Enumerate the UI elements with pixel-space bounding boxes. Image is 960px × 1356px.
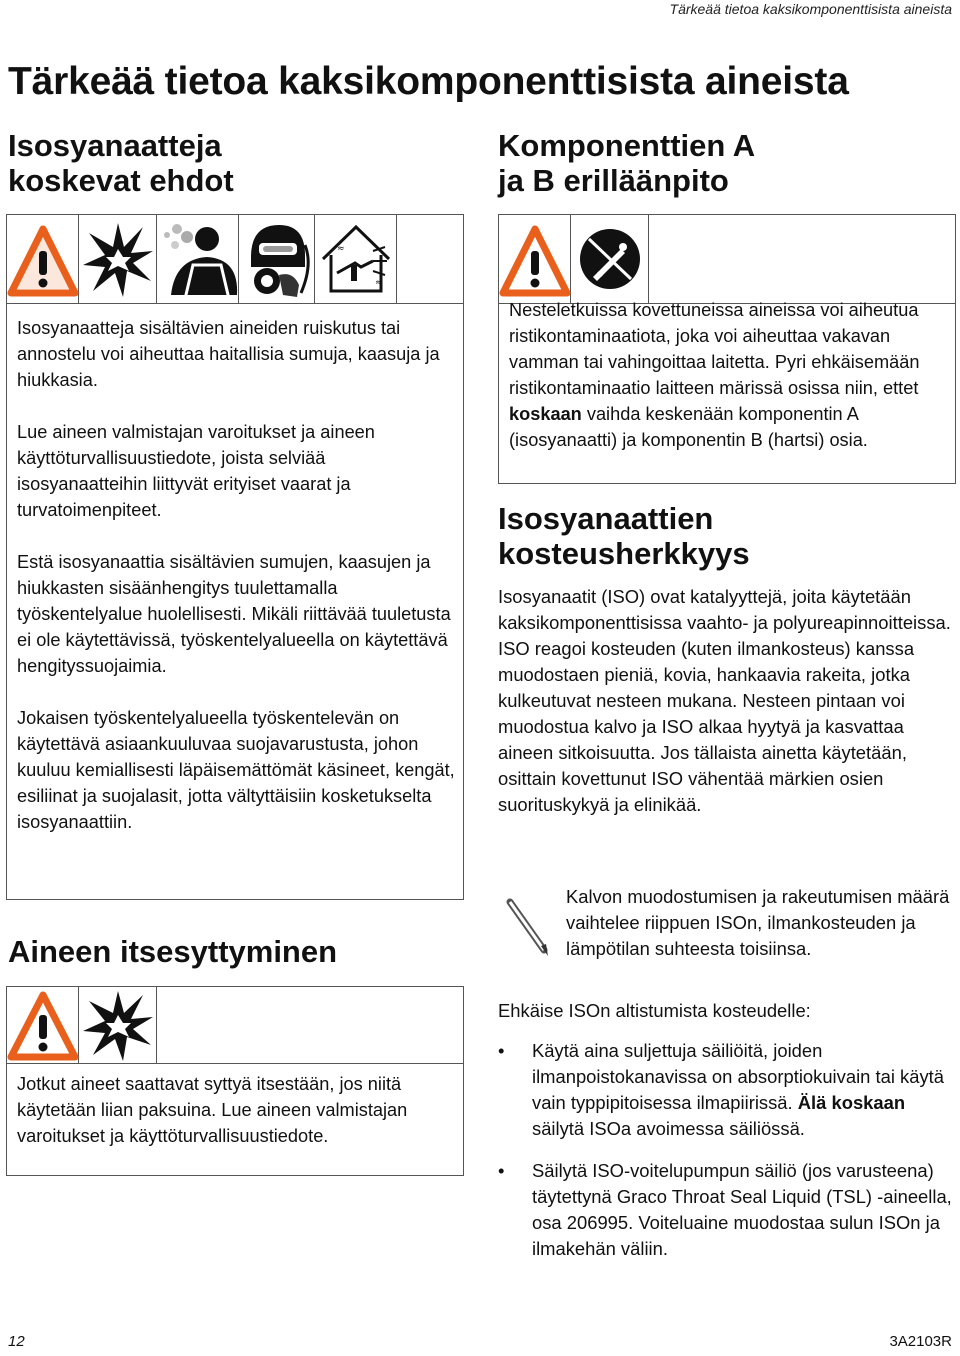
iso-conditions-heading bbox=[8, 128, 234, 198]
iso-paragraph-1: Isosyanaatteja sisältävien aineiden ruiskutus tai annostelu voi aiheuttaa haitallisia sumuja, kaasuja ja hiukkasia. bbox=[17, 318, 440, 390]
iso-warning-box bbox=[6, 214, 464, 900]
ignition-icon-row bbox=[7, 987, 463, 1064]
no-cross-contamination-icon bbox=[571, 215, 649, 303]
ignition-warning-box bbox=[6, 986, 464, 1176]
separation-icon-row bbox=[499, 215, 955, 304]
page-title: Tärkeää tietoa kaksikomponenttisista aineista bbox=[8, 60, 849, 103]
note-text: Kalvon muodostumisen ja rakeutumisen määrä vaihtelee riippuen ISOn, ilmankosteuden ja lämpötilan suhteesta toisiinsa. bbox=[566, 886, 950, 959]
respirator-mask-icon bbox=[239, 215, 315, 303]
running-header: Tärkeää tietoa kaksikomponenttisista aineista bbox=[669, 1, 952, 17]
list-item bbox=[498, 1038, 954, 1142]
bullet1-text-b: säilytä ISOa avoimessa säiliössä. bbox=[532, 1118, 805, 1139]
page-number: 12 bbox=[8, 1333, 25, 1350]
warning-icon bbox=[7, 215, 79, 303]
list-item bbox=[498, 1158, 954, 1262]
note-block bbox=[566, 884, 958, 962]
separation-text-bold: koskaan bbox=[509, 404, 582, 424]
prevent-intro: Ehkäise ISOn altistumista kosteudelle: bbox=[498, 1000, 811, 1021]
ignition-paragraph: Jotkut aineet saattavat syttyä itsestään, jos niitä käytetään liian paksuina. Lue aineen valmistajan varoitukset ja käyttöturvallisuustiedote. bbox=[17, 1074, 408, 1146]
moisture-heading-line-1: Isosyanaattien bbox=[498, 501, 714, 536]
note-pencil-icon bbox=[506, 898, 552, 963]
ignition-box-text bbox=[17, 1071, 455, 1149]
iso-box-text bbox=[17, 315, 455, 835]
bullet1-bold: Älä koskaan bbox=[797, 1092, 906, 1113]
moisture-heading bbox=[498, 501, 750, 571]
iso-heading-line-1: Isosyanaatteja bbox=[8, 128, 222, 163]
separation-paragraph bbox=[509, 297, 947, 453]
iso-heading-line-2: koskevat ehdot bbox=[8, 163, 234, 198]
separation-heading bbox=[498, 128, 755, 198]
separation-warning-box bbox=[498, 214, 956, 484]
moisture-heading-line-2: kosteusherkkyys bbox=[498, 536, 750, 571]
bullet2-text: Säilytä ISO-voitelupumpun säiliö (jos varusteena) täytettynä Graco Throat Seal Liquid (TSL) -aineella, osa 206995. Voiteluaine muodostaa sulun ISOn ja ilmakehän väliin. bbox=[532, 1160, 952, 1259]
separation-text-a: Nesteletkuissa kovettuneissa aineissa voi aiheutua ristikontaminaatiota, joka voi aiheuttaa vakavan vamman tai vahingoittaa laitetta. Pyri ehkäisemään ristikontaminaatio laitteen märissä osissa niin, ettet bbox=[509, 300, 920, 398]
svg-text:≈: ≈ bbox=[337, 244, 345, 254]
iso-paragraph-2: Lue aineen valmistajan varoitukset ja aineen käyttöturvallisuustiedote, joista selviää isosyanaatteihin liittyvät erityiset vaarat ja turvatoimenpiteet. bbox=[17, 422, 375, 520]
iso-paragraph-4: Jokaisen työskentelyalueella työskentelevän on käytettävä asiaankuuluvaa suojavarustusta, johon kuuluu kemiallisesti läpäisemättömät käsineet, kengät, esiliinat ja suojalasit, jotta vältyttäisiin kosketukselta isosyanaattiin. bbox=[17, 708, 455, 832]
bullet: • bbox=[498, 1160, 505, 1181]
separation-text-b: vaihda keskenään komponentin A (isosyanaatti) ja komponentin B (hartsi) osia. bbox=[509, 404, 868, 450]
bullet1-text-a: Käytä aina suljettuja säiliöitä, joiden ilmanpoistokanavissa on absorptiokuivain tai käytä vain typpipitoisessa ilmapiirissä. bbox=[532, 1040, 944, 1113]
iso-paragraph-3: Estä isosyanaattia sisältävien sumujen, kaasujen ja hiukkasten sisäänhengitys tuulettamalla työskentelyalue huolellisesti. Mikäli riittävää tuuletusta ei ole käytettävissä, työskentelyalueella on käytettävä hengityssuojaimia. bbox=[17, 552, 451, 676]
separation-heading-line-2: ja B erilläänpito bbox=[498, 163, 729, 198]
separation-heading-line-1: Komponenttien A bbox=[498, 128, 756, 163]
warning-icon bbox=[7, 987, 79, 1063]
self-ignition-heading: Aineen itsesyttyminen bbox=[8, 934, 338, 969]
ventilation-icon bbox=[315, 215, 397, 303]
doc-code: 3A2103R bbox=[889, 1333, 952, 1350]
explosion-icon bbox=[79, 987, 157, 1063]
prevention-list bbox=[498, 1038, 954, 1278]
warning-icon bbox=[499, 215, 571, 303]
moisture-paragraph: Isosyanaatit (ISO) ovat katalyyttejä, joita käytetään kaksikomponenttisissa vaahto- ja polyureapinnoitteissa. ISO reagoi kosteuden (kuten ilmankosteus) kanssa muodostaen pieniä, kovia, hankaavia rakeita, jotka kulkeutuvat nesteen mukana. Nesteen pintaan voi muodostua kalvo ja ISO alkaa hyytyä ja kasvattaa aineen sitkoisuutta. Jos tällaista ainetta käytetään, osittain kovettunut ISO vähentää märkien osien suorituskykyä ja elinikää. bbox=[498, 586, 951, 815]
iso-icon-row bbox=[7, 215, 463, 304]
svg-text:≈: ≈ bbox=[375, 278, 383, 288]
bullet: • bbox=[498, 1040, 505, 1061]
explosion-icon bbox=[79, 215, 157, 303]
moisture-text-block bbox=[498, 584, 954, 818]
separation-box-text bbox=[509, 297, 947, 453]
respiratory-hazard-icon bbox=[157, 215, 239, 303]
